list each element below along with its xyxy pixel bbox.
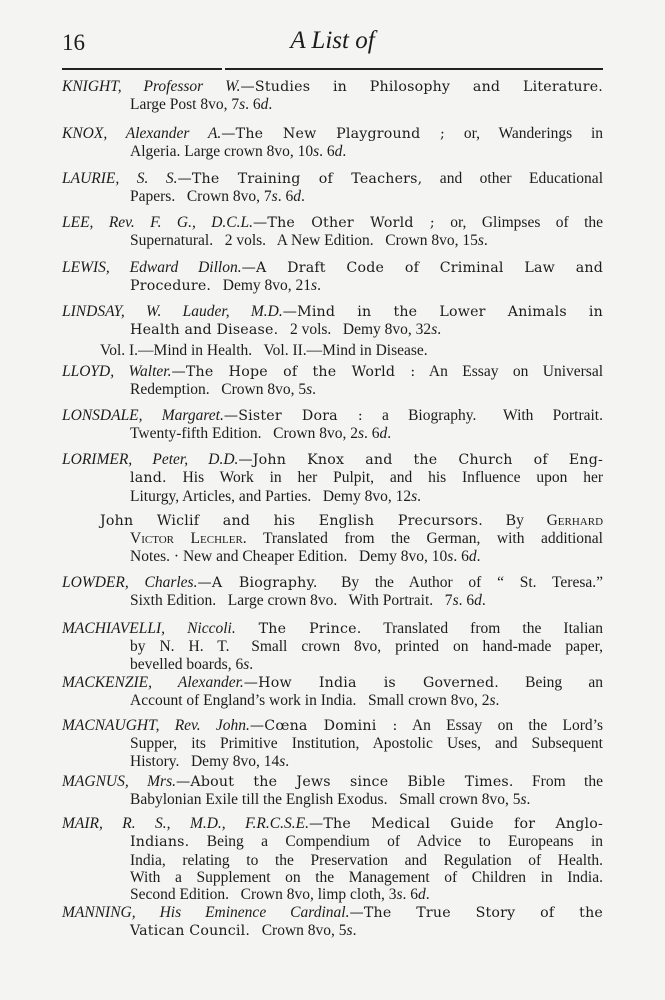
running-head: A List of <box>290 27 375 54</box>
author-name: s <box>431 321 438 339</box>
entry-line <box>62 259 603 277</box>
author-name: s <box>313 143 320 161</box>
book-title: —How India is Governed. <box>243 675 499 691</box>
book-details: . <box>268 96 273 114</box>
book-details: . <box>417 487 422 505</box>
catalogue-entry <box>62 407 603 443</box>
entry-line <box>62 143 603 160</box>
entry-line <box>62 592 603 609</box>
book-details: Twenty-fifth Edition. Crown 8vo, 2 <box>130 425 358 443</box>
book-details: . <box>483 232 488 250</box>
book-details: Supper, its Primitive Institution, Apostolic Uses, and Subsequent <box>130 735 603 753</box>
author-name: s <box>411 487 418 505</box>
book-title: Health and Disease. <box>130 322 279 339</box>
entry-line <box>62 886 603 903</box>
book-details: An Essay on Universal <box>415 363 604 380</box>
book-title: The Prince. <box>235 621 362 637</box>
entry-line <box>62 451 603 469</box>
book-details: . <box>387 425 392 443</box>
book-details: . <box>481 592 486 610</box>
book-title: —The True Story of the <box>349 905 603 921</box>
author-name: s <box>306 381 313 399</box>
book-details: Account of England’s work in India. Small crown 8vo, 2 <box>130 692 490 710</box>
author-name: LONSDALE, Margaret. <box>62 407 224 424</box>
book-details: . 6 <box>277 188 294 206</box>
author-name: MANNING, His Eminence Cardinal. <box>62 904 350 921</box>
author-name: s <box>447 547 454 565</box>
book-details: Algeria. Large crown 8vo, 10 <box>130 143 314 161</box>
book-details: . <box>342 143 347 161</box>
book-title: —The New Playground ; <box>221 126 446 142</box>
catalogue-entry <box>62 125 603 161</box>
author-credit: Victor Lechler <box>130 530 243 548</box>
book-details: From the <box>513 773 603 790</box>
author-name: MAGNUS, Mrs. <box>62 773 176 790</box>
book-details: History. Demy 8vo, 14 <box>130 752 280 770</box>
book-details: . <box>300 188 305 206</box>
author-name: d <box>418 886 426 904</box>
book-details: Translated from the Italian <box>361 620 604 637</box>
entry-line <box>62 735 603 752</box>
entry-line <box>62 773 603 791</box>
book-title: —Cœna Domini : <box>249 718 398 734</box>
author-credit: Gerhard <box>546 512 604 529</box>
author-name: MAIR, R. S., M.D., F.R.C.S.E. <box>62 815 309 832</box>
author-name: LINDSAY, W. Lauder, M.D. <box>62 303 283 320</box>
entry-line <box>62 717 603 735</box>
book-details: Sixth Edition. Large crown 8vo. With Portrait. 7 <box>130 592 453 610</box>
author-name: KNOX, Alexander A. <box>62 125 222 142</box>
entry-line <box>62 188 603 205</box>
book-details: 2 vols. Demy 8vo, 32 <box>278 321 432 339</box>
book-details: Supernatural. 2 vols. A New Edition. Crown 8vo, 15 <box>130 232 478 250</box>
book-details: India, relating to the Preservation and Regulation of Health. <box>130 851 603 869</box>
book-details: Notes. · New and Cheaper Edition. Demy 8vo, 10 <box>130 547 448 565</box>
book-title: —A Biography. <box>197 575 318 591</box>
entry-line <box>62 96 603 113</box>
book-details: Redemption. Crown 8vo, 5 <box>130 381 307 399</box>
author-name: s <box>477 232 484 250</box>
book-details: or, Glimpses of the <box>434 214 604 231</box>
entry-line <box>62 125 603 143</box>
book-details: Vol. I.—Mind in Health. Vol. II.—Mind in Disease. <box>100 341 428 359</box>
catalogue-entry <box>62 904 603 941</box>
author-name: LLOYD, Walter. <box>62 363 172 380</box>
author-name: s <box>239 96 246 114</box>
catalogue-entry <box>62 512 603 565</box>
entry-line <box>62 407 603 425</box>
book-details: . 6 <box>458 592 475 610</box>
author-name: s <box>357 425 364 443</box>
author-name: LOWDER, Charles. <box>62 574 198 591</box>
entry-line <box>62 488 603 505</box>
book-details: . <box>317 277 321 295</box>
book-details: . 6 <box>453 547 469 565</box>
entry-line <box>62 303 603 321</box>
entry-line <box>62 321 603 339</box>
catalogue-entry <box>62 303 603 359</box>
entry-line <box>62 869 603 886</box>
catalogue-entry <box>62 620 603 673</box>
entry-line <box>62 904 603 922</box>
book-details: Babylonian Exile till the English Exodus. Small crown 8vo, 5 <box>130 791 521 809</box>
book-details: An Essay on the Lord’s <box>397 717 603 734</box>
entry-line <box>62 78 603 96</box>
entry-line <box>62 753 603 770</box>
book-details: a Biography. With Portrait. <box>362 407 603 424</box>
page-number: 16 <box>62 30 85 55</box>
author-name: s <box>452 592 459 610</box>
book-details: by N. H. T. Small crown 8vo, printed on hand-made paper, <box>130 638 603 656</box>
author-name: s <box>396 886 403 904</box>
author-name: s <box>520 791 527 809</box>
entry-line <box>62 277 603 295</box>
entry-line <box>62 214 603 232</box>
entry-line <box>62 922 603 940</box>
book-title: —The Medical Guide for Anglo- <box>308 816 603 832</box>
book-details: By the Author of “ St. Teresa.” <box>317 574 603 591</box>
author-name: LEWIS, Edward Dillon. <box>62 259 242 276</box>
book-title: —About the Jews since Bible Times. <box>176 774 514 790</box>
book-details: Crown 8vo, 5 <box>250 922 347 940</box>
entry-line <box>62 512 603 530</box>
book-title: land. <box>130 470 167 487</box>
book-title: —Studies in Philosophy and Literature. <box>240 79 603 95</box>
author-name: s <box>279 752 286 770</box>
book-details: . 6 <box>364 425 380 443</box>
book-details: . <box>437 321 442 339</box>
author-name: s <box>271 188 278 206</box>
entry-line <box>62 170 603 188</box>
book-details: Second Edition. Crown 8vo, limp cloth, 3 <box>130 886 397 904</box>
catalogue-entry <box>62 815 603 903</box>
entry-line <box>62 791 603 808</box>
entry-line <box>62 833 603 851</box>
book-details: Demy 8vo, 21 <box>211 277 312 295</box>
author-name: MACHIAVELLI, Niccoli. <box>62 620 236 637</box>
entry-line <box>62 342 603 359</box>
entry-line <box>62 574 603 592</box>
book-details: . <box>495 692 500 710</box>
author-name: LAURIE, S. S. <box>62 170 178 187</box>
book-details: . <box>285 752 290 770</box>
catalogue-entry <box>62 451 603 505</box>
book-title: John Wiclif and his English Precursors. <box>100 513 484 529</box>
book-details: His Work in her Pulpit, and his Influence upon her <box>166 469 603 487</box>
book-details: Liturgy, Articles, and Parties. Demy 8vo, 12 <box>130 487 412 505</box>
book-details: . <box>476 547 481 565</box>
entry-line <box>62 548 603 565</box>
header-rule <box>62 68 222 70</box>
entry-line <box>62 530 603 547</box>
catalogue-entry <box>62 674 603 710</box>
header-rule <box>225 68 603 70</box>
catalogue-entry <box>62 773 603 809</box>
author-name: MACNAUGHT, Rev. John. <box>62 717 250 734</box>
entry-line <box>62 852 603 869</box>
book-title: —Mind in the Lower Animals in <box>282 304 603 320</box>
book-title: —The Hope of the World : <box>171 364 416 380</box>
entry-line <box>62 381 603 398</box>
book-title: —A Draft Code of Criminal Law and <box>241 260 603 276</box>
book-details: . Translated from the German, with additional <box>242 530 603 548</box>
catalogue-entry <box>62 363 603 399</box>
author-name: s <box>489 692 496 710</box>
entry-line <box>62 232 603 249</box>
book-title: Procedure. <box>130 278 212 295</box>
book-details: . <box>249 655 254 673</box>
author-name: d <box>260 96 269 114</box>
entry-line <box>62 620 603 638</box>
author-name: LORIMER, Peter, D.D. <box>62 451 239 468</box>
author-name: d <box>379 425 388 443</box>
book-details: . 6 <box>245 96 261 114</box>
entry-line <box>62 425 603 442</box>
author-name: d <box>293 188 301 206</box>
entry-line <box>62 363 603 381</box>
book-details: bevelled boards, 6 <box>130 655 244 673</box>
author-name: KNIGHT, Professor W. <box>62 78 241 95</box>
author-name: d <box>468 547 477 565</box>
book-details: Being an <box>498 674 604 691</box>
catalogue-entry <box>62 214 603 250</box>
catalogue-entry <box>62 78 603 114</box>
entry-line <box>62 656 603 673</box>
book-title: —John Knox and the Church of Eng- <box>238 452 603 468</box>
book-title: —The Other World ; <box>253 215 435 231</box>
catalogue-entry <box>62 259 603 296</box>
book-title: Vatican Council. <box>130 923 251 940</box>
book-title: —The Training of Teachers, <box>177 171 423 187</box>
catalogue-entry <box>62 717 603 770</box>
entry-line <box>62 638 603 655</box>
entry-line <box>62 469 603 487</box>
book-details: Being a Compendium of Advice to Europeans in <box>189 833 603 851</box>
book-details: . <box>425 886 430 904</box>
author-name: MACKENZIE, Alexander. <box>62 674 244 691</box>
book-title: Indians. <box>130 834 190 851</box>
book-details: or, Wanderings in <box>445 125 604 142</box>
author-name: s <box>311 277 318 295</box>
author-name: LEE, Rev. F. G., D.C.L. <box>62 214 254 231</box>
book-title: —Sister Dora : <box>223 408 363 424</box>
book-details: By <box>483 512 547 529</box>
book-details: . <box>526 791 531 809</box>
author-name: s <box>346 922 353 940</box>
book-details: . 6 <box>402 886 419 904</box>
book-details: . 6 <box>319 143 335 161</box>
book-details: . <box>352 922 357 940</box>
entry-line <box>62 674 603 692</box>
author-name: d <box>474 592 482 610</box>
catalogue-entry <box>62 574 603 610</box>
entry-line <box>62 692 603 709</box>
book-details: . <box>312 381 317 399</box>
book-details: Large Post 8vo, 7 <box>130 96 240 114</box>
book-details: With a Supplement on the Management of Children in India. <box>130 868 603 886</box>
book-details: Papers. Crown 8vo, 7 <box>130 188 272 206</box>
book-details: and other Educational <box>422 170 603 187</box>
catalogue-entry <box>62 170 603 206</box>
entry-line <box>62 815 603 833</box>
author-name: d <box>334 143 343 161</box>
author-name: s <box>243 655 250 673</box>
